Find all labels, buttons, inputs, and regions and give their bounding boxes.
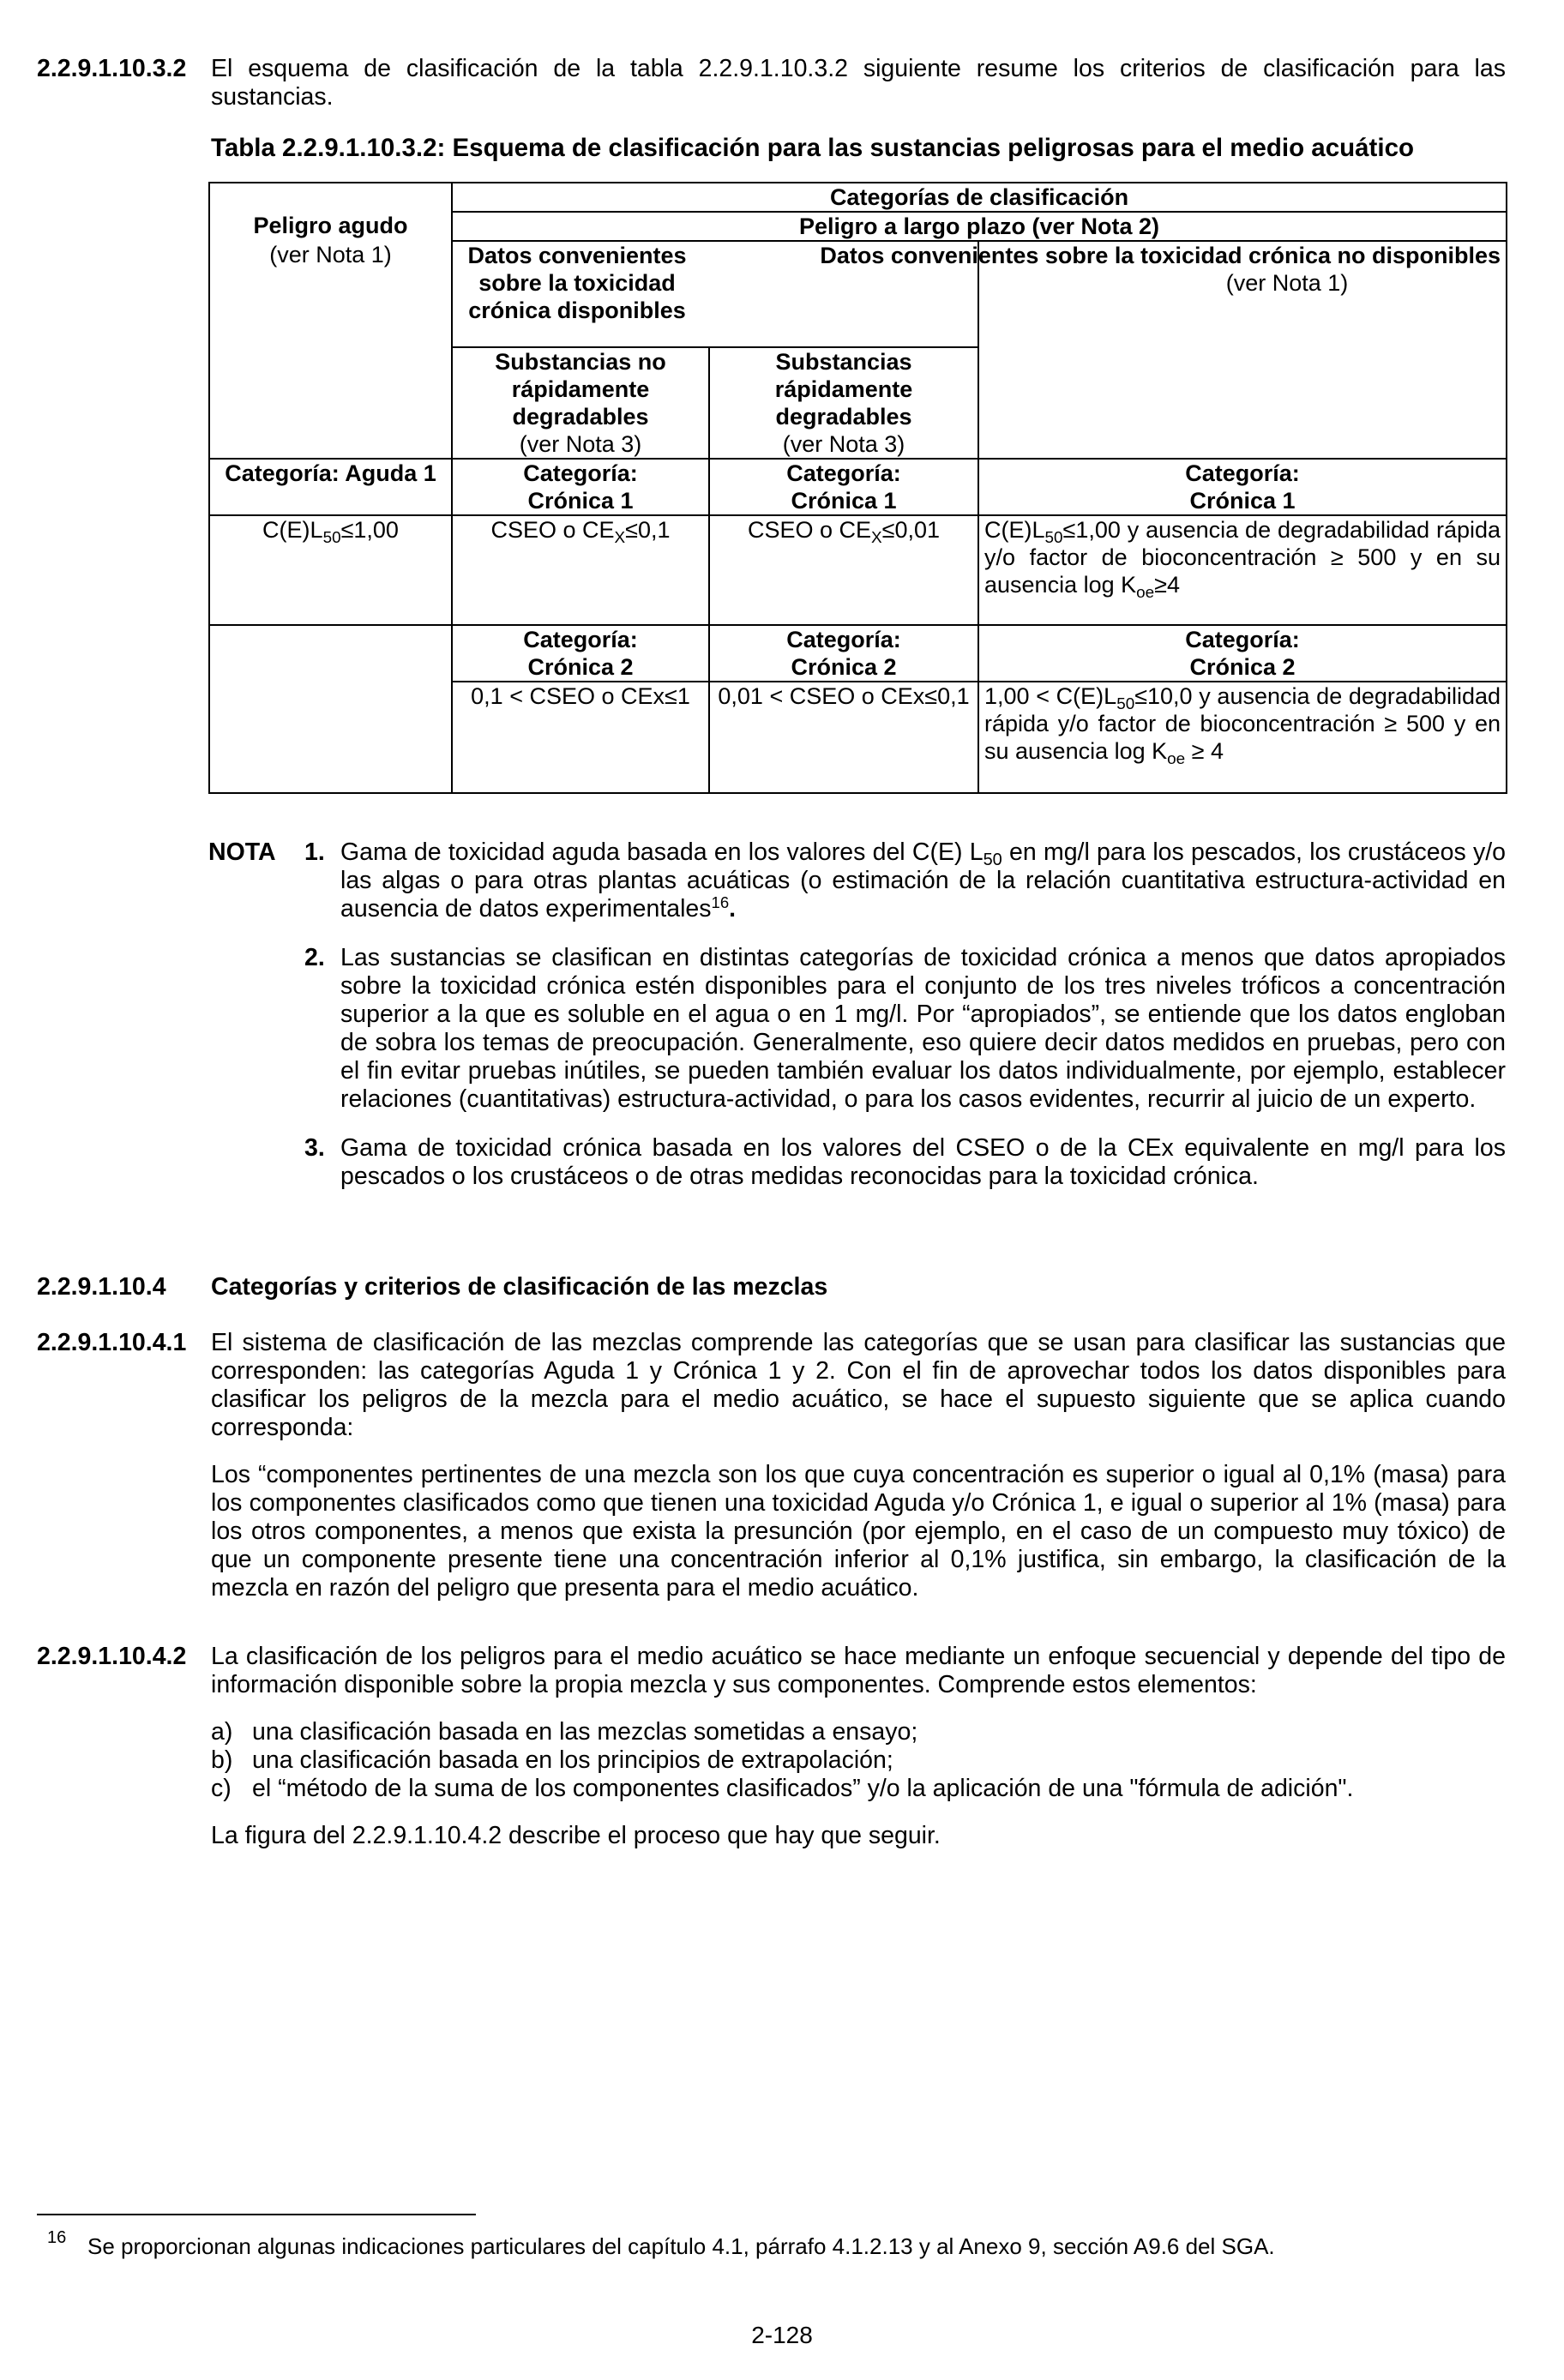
section-paragraph-1: El sistema de clasificación de las mezclas comprende las categorías que se usan para clasificar las sustancias que corresponden: las categorías Aguda 1 y Crónica 1 y 2. Con el fin de aprovechar todos los datos disponibles para clasificar los peligros de la mezcla para el medio acuático, se hace el supuesto siguiente que se aplica cuando corresponda: [211,1329,1506,1441]
section-2-2-9-1-10-4-1 [37,1329,1506,1602]
note-2-text: Las sustancias se clasifican en distintas categorías de toxicidad crónica a menos que datos apropiados sobre la toxicidad crónica estén disponibles para el conjunto de los tres niveles tróficos a concentración superior a la que es soluble en el agua o en 1 mg/l. Por “apropiados”, se entiende que los datos engloban de sobra los temas de preocupación. Generalmente, eso quiere decir datos medidos en pruebas, pero con el fin evitar pruebas inútiles, se pueden también evaluar los datos individualmente, por ejemplo, establecer relaciones (cuantitativas) estructura-actividad, o para los casos evidentes, recurrir al juicio de un experto. [340,944,1506,1113]
rapid-title: Substancias rápidamente degradables [774,349,913,430]
non-rapid-note: (ver Nota 3) [519,431,642,457]
chronic-available-text: Datos convenientes sobre la toxicidad crónica disponibles [467,243,687,323]
list-item: c) el “método de la suma de los componentes clasificados” y/o la aplicación de una "fórmula de adición". [211,1775,1354,1802]
section-2-2-9-1-10-3-2 [37,55,1506,111]
notes [208,838,1506,1211]
r2-nonrapid: 0,1 < CSEO o CEx≤1 [452,682,709,793]
chronic-unavailable-title: Datos convenientes sobre la toxicidad crónica no disponibles [820,243,1501,268]
cat-chronic1-nonrapid: Categoría: Crónica 1 [452,459,709,515]
r1-rapid: CSEO o $CE_X\le 0,01$ [709,515,978,625]
chronic-unavailable-note: (ver Nota 1) [1225,270,1349,296]
rapid-note: (ver Nota 3) [782,431,905,457]
section-2-2-9-1-10-4-2 [37,1643,1506,1850]
non-rapid-cell [452,347,709,459]
note-label: NOTA [208,838,276,866]
acute-title: Peligro agudo [209,212,452,241]
section-number: 2.2.9.1.10.4.2 [37,1643,187,1670]
non-rapid-title: Substancias no rápidamente degradables [495,349,666,430]
r2-acute-blank [209,625,452,682]
section-number: 2.2.9.1.10.4.1 [37,1329,187,1356]
section-paragraph-2: Los “componentes pertinentes de una mezcla son los que cuya concentración es superior o igual al 0,1% (masa) para los componentes clasificados como que tienen una toxicidad Aguda y/o Crónica 1, e igual o superior al 1% (masa) para los otros componentes, a menos que exista la presunción (por ejemplo, en el caso de un compuesto muy tóxico) de que un componente presente tiene una concentración inferior al 0,1% justifica, sin embargo, la clasificación de la mezcla en razón del peligro que presenta para el medio acuático. [211,1461,1506,1602]
table-caption: Tabla 2.2.9.1.10.3.2: Esquema de clasificación para las sustancias peligrosas para el medio acuático [211,134,1414,162]
unavailable-blank [978,347,1507,459]
section-paragraph-2: La figura del 2.2.9.1.10.4.2 describe el proceso que hay que seguir. [211,1822,941,1849]
note-1-text: Gama de toxicidad aguda basada en los valores del C(E) $L_{50}$ en mg/l para los pescados, los crustáceos y/o las algas o para otras plantas acuáticas (o estimación de la relación cuantitativa estructura-actividad en ausencia de datos experimentales$^{16}$. [340,838,1506,923]
note-2-number: 2. [304,944,325,971]
method-list [211,1718,1506,1803]
footnote-number: 16 [47,2228,67,2247]
classification-table [208,182,1507,794]
cat-chronic1-unavail: Categoría: Crónica 1 [978,459,1507,515]
section-paragraph-1: La clasificación de los peligros para el medio acuático se hace mediante un enfoque secuencial y depende del tipo de información disponible sobre la propia mezcla y sus componentes. Comprende estos elementos: [211,1643,1506,1698]
list-item: a) una clasificación basada en las mezclas sometidas a ensayo; [211,1718,918,1746]
section-2-2-9-1-10-4 [37,1273,1506,1301]
section-text: El esquema de clasificación de la tabla 2.2.9.1.10.3.2 siguiente resume los criterios de clasificación para las sustancias. [211,55,1506,111]
note-3-text: Gama de toxicidad crónica basada en los valores del CSEO o de la CEx equivalente en mg/l para los pescados o los crustáceos o de otras medidas reconocidas para la toxicidad crónica. [340,1134,1506,1190]
footnote-rule [37,2214,476,2215]
note-1-number: 1. [304,838,325,866]
section-number: 2.2.9.1.10.3.2 [37,55,187,82]
r2-unavail: $1,00 < C(E)L_{50}\le 10,0$ y ausencia de degradabilidad rápida y/o factor de bioconcentración ≥ 500 y en su ausencia $\log K_{oe} \ge 4$ [978,682,1507,793]
r1-acute: $C(E)L_{50}\le 1,00$ [209,515,452,625]
footnote-text: Se proporcionan algunas indicaciones particulares del capítulo 4.1, párrafo 4.1.2.13 y al Anexo 9, sección A9.6 del SGA. [87,2233,1275,2259]
r1-nonrapid: CSEO o $CE_X\le 0,1$ [452,515,709,625]
note-1 [208,838,1506,923]
cat-chronic2-nonrapid: Categoría: Crónica 2 [452,625,709,682]
footnote-ref: 16 [711,893,730,911]
section-title: Categorías y criterios de clasificación de las mezclas [211,1273,828,1301]
section-number: 2.2.9.1.10.4 [37,1273,166,1301]
longterm-title: Peligro a largo plazo (ver Nota 2) [452,212,1507,241]
acute-header-cell [209,183,452,212]
acute-blank [209,347,452,459]
cat-chronic2-rapid: Categoría: Crónica 2 [709,625,978,682]
categories-header: Categorías de clasificación [452,183,1507,212]
r2-rapid: 0,01 < CSEO o CEx≤0,1 [709,682,978,793]
r1-unavail: $C(E)L_{50}\le 1,00$ y ausencia de degradabilidad rápida y/o factor de bioconcentración ≥ 500 y en su ausencia $\log K_{oe}\ge 4$ [978,515,1507,625]
note-3 [208,1134,1506,1191]
chronic-unavailable-header [820,241,1507,347]
cat-acute1: Categoría: Aguda 1 [209,459,452,515]
acute-note: (ver Nota 1) [209,241,452,347]
page-number: 2-128 [751,2322,813,2348]
cat-chronic2-unavail: Categoría: Crónica 2 [978,625,1507,682]
rapid-cell [709,347,978,459]
note-3-number: 3. [304,1134,325,1162]
cat-chronic1-rapid: Categoría: Crónica 1 [709,459,978,515]
r2-acute-blank2 [209,682,452,793]
list-item: b) una clasificación basada en los principios de extrapolación; [211,1746,893,1774]
note-2 [208,944,1506,1114]
